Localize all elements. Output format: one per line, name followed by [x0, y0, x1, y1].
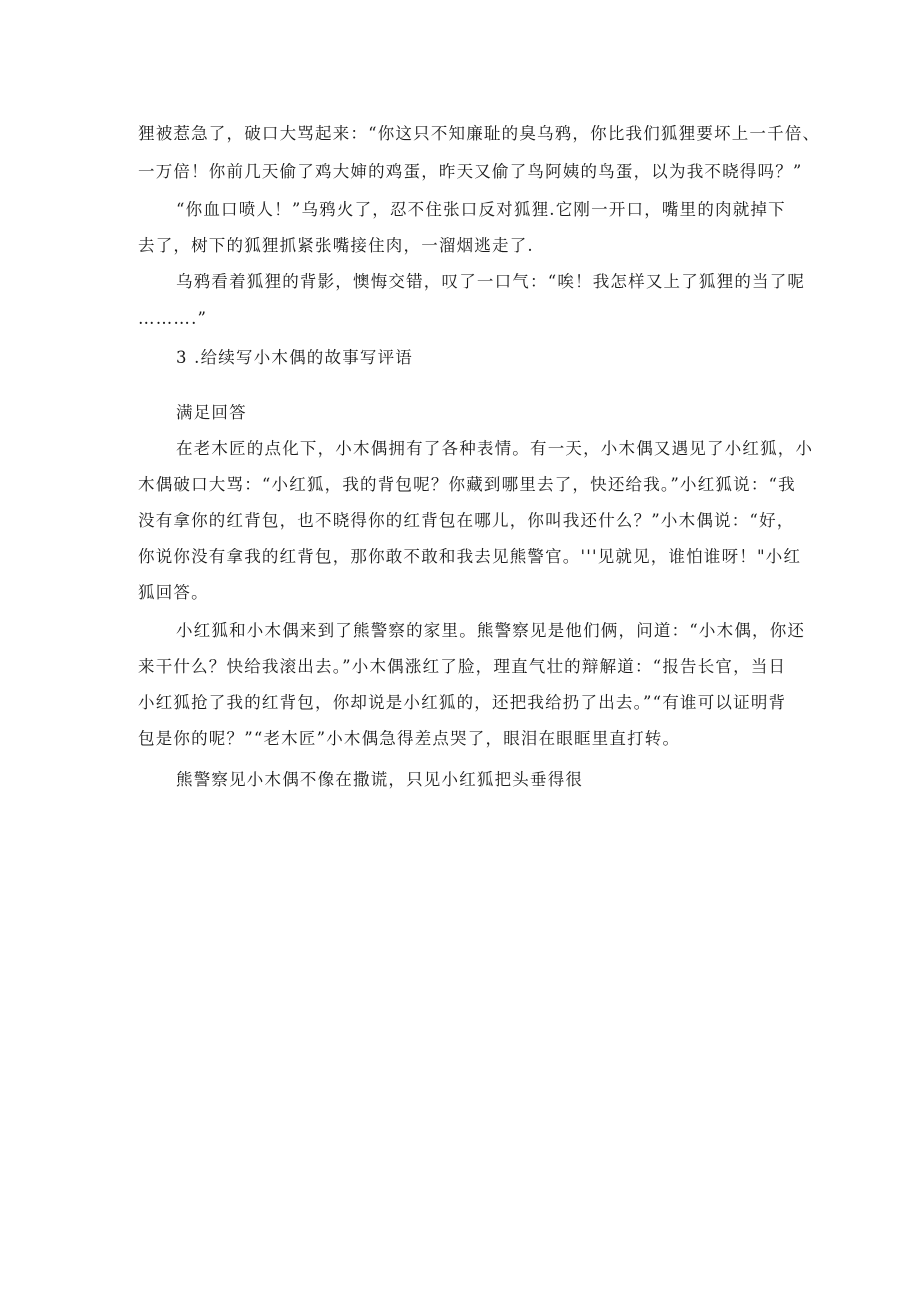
- paragraph-line: 狐回答。: [138, 583, 209, 602]
- answer-label: 满足回答: [176, 403, 247, 422]
- paragraph-line: 在老木匠的点化下，小木偶拥有了各种表情。有一天，小木偶又遇见了小红狐，小: [176, 439, 814, 458]
- paragraph-line: 熊警察见小木偶不像在撒谎，只见小红狐把头垂得很: [176, 770, 584, 789]
- paragraph-line: 去了，树下的狐狸抓紧张嘴接住肉，一溜烟逃走了.: [138, 236, 534, 255]
- paragraph-line: 狸被惹急了，破口大骂起来：“你这只不知廉耻的臭乌鸦，你比我们狐狸要坏上一千倍、: [138, 124, 821, 143]
- paragraph-line: 一万倍！你前几天偷了鸡大婶的鸡蛋，昨天又偷了鸟阿姨的鸟蛋，以为我不晓得吗？”: [138, 162, 803, 181]
- paragraph-line: 来干什么？快给我滚出去。”小木偶涨红了脸，理直气壮的辩解道：“报告长官，当日: [138, 657, 787, 676]
- paragraph-line: 你说你没有拿我的红背包，那你敢不敢和我去见熊警官。'''见就见，谁怕谁呀！"小红: [138, 547, 802, 566]
- paragraph-line: 小红狐抢了我的红背包，你却说是小红狐的，还把我给扔了出去。”“有谁可以证明背: [138, 693, 787, 712]
- section-heading: 3 .给续写小木偶的故事写评语: [176, 348, 413, 367]
- paragraph-line: “你血口喷人！”乌鸦火了，忍不住张口反对狐狸.它刚一开口，嘴里的肉就掉下: [176, 200, 786, 219]
- paragraph-line: 小红狐和小木偶来到了熊警察的家里。熊警察见是他们俩，问道：“小木偶，你还: [176, 621, 806, 640]
- paragraph-line: ……….”: [138, 309, 208, 328]
- paragraph-line: 乌鸦看着狐狸的背影，懊悔交错，叹了一口气：“唉！我怎样又上了狐狸的当了呢: [176, 272, 806, 291]
- paragraph-line: 包是你的呢？”“老木匠”小木偶急得差点哭了，眼泪在眼眶里直打转。: [138, 729, 681, 748]
- paragraph-line: 木偶破口大骂：“小红狐，我的背包呢？你藏到哪里去了，快还给我。”小红狐说：“我: [138, 475, 796, 494]
- paragraph-line: 没有拿你的红背包，也不晓得你的红背包在哪儿，你叫我还什么？”小木偶说：“好，: [138, 511, 795, 530]
